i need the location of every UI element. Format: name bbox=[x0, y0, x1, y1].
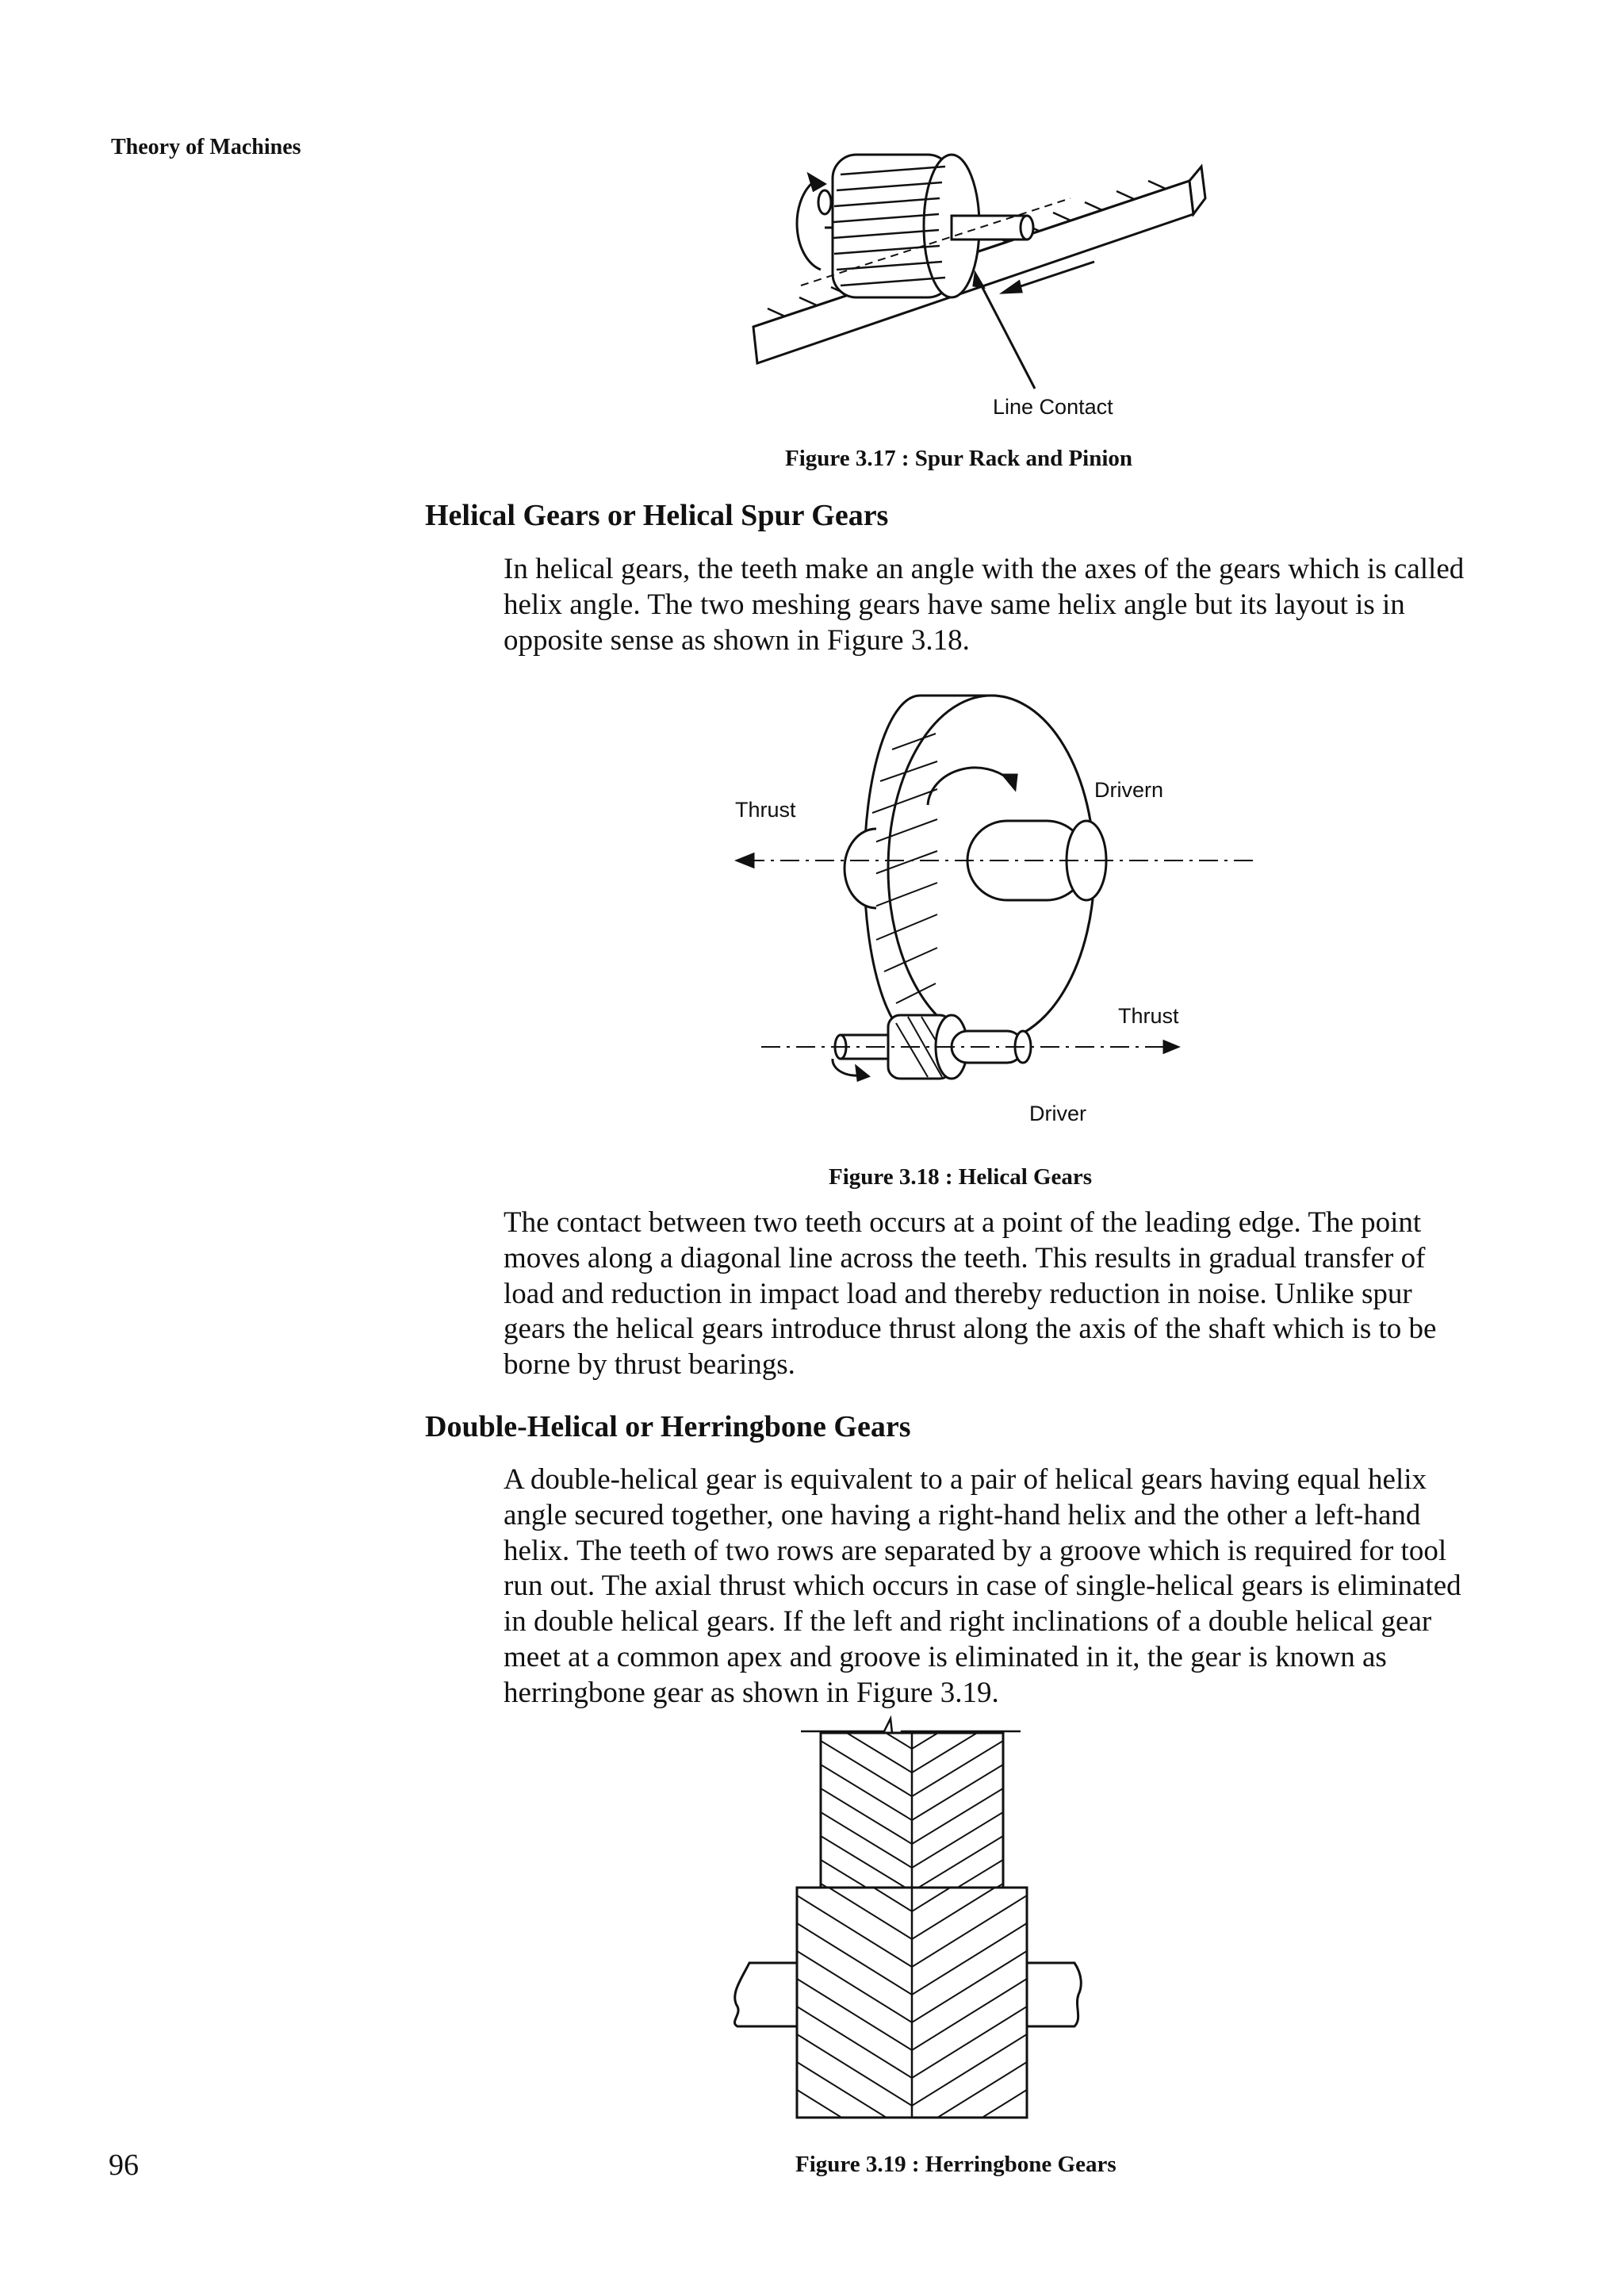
label-line-contact: Line Contact bbox=[993, 395, 1113, 419]
figure-3-19-caption: Figure 3.19 : Herringbone Gears bbox=[795, 2152, 1116, 2177]
running-head-title: Theory of Machines bbox=[111, 135, 301, 159]
figure-3-17-spur-rack-and-pinion bbox=[737, 151, 1229, 428]
paragraph-herringbone: A double-helical gear is equivalent to a pair of helical gears having equal helix angle secured together, one having a right-hand helix and the other a left-hand helix. The teeth of two rows are separated by a groove which is required for tool run out. The axial thrust which occurs in case of single-helical gears is eliminated in double helical gears. If the left and right inclinations of a double helical gear meet at a common apex and groove is eliminated in it, the gear is known as herringbone gear as shown in Figure 3.19. bbox=[504, 1463, 1461, 1709]
label-driver: Driver bbox=[1029, 1102, 1086, 1125]
section-heading-herringbone-gears: Double-Helical or Herringbone Gears bbox=[425, 1410, 911, 1443]
page-number: 96 bbox=[109, 2148, 139, 2182]
label-thrust-right: Thrust bbox=[1118, 1004, 1179, 1028]
figure-3-18-caption: Figure 3.18 : Helical Gears bbox=[829, 1164, 1093, 1190]
figure-3-18-helical-gears bbox=[730, 686, 1269, 1130]
label-driven: Drivern bbox=[1094, 778, 1164, 802]
section-heading-helical-gears: Helical Gears or Helical Spur Gears bbox=[425, 499, 889, 532]
paragraph-helical-contact: The contact between two teeth occurs at a point of the leading edge. The point moves along a diagonal line across the teeth. This results in gradual transfer of load and reduction in impact load and thereby reduction in noise. Unlike spur gears the helical gears introduce thrust along the axis of the shaft which is to be borne by thrust bearings. bbox=[504, 1206, 1437, 1382]
paragraph-helical-intro: In helical gears, the teeth make an angle with the axes of the gears which is called helix angle. The two meshing gears have same helix angle but its layout is in opposite sense as shown in Figure 3.18. bbox=[504, 553, 1465, 657]
figure-3-17-caption: Figure 3.17 : Spur Rack and Pinion bbox=[785, 446, 1133, 471]
label-thrust-left: Thrust bbox=[735, 798, 796, 822]
figure-3-19-herringbone-gears bbox=[726, 1709, 1233, 2129]
